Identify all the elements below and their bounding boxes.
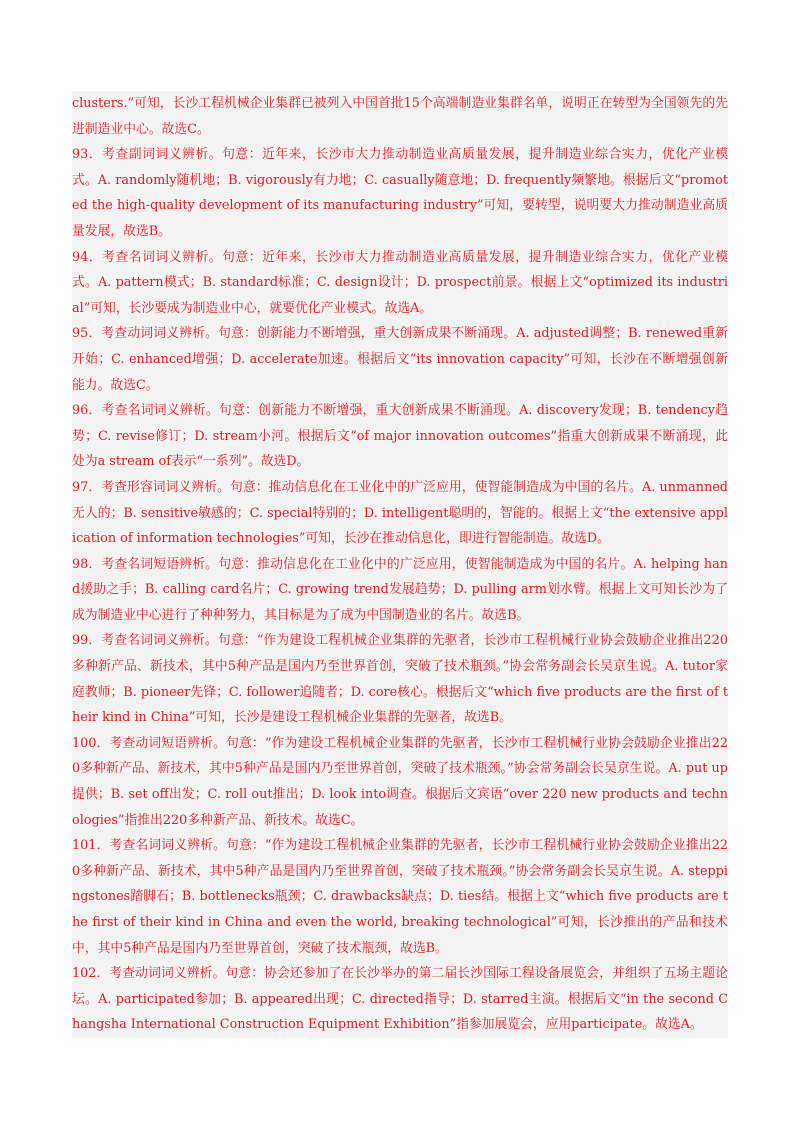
paragraph-95: 95．考查动词词义辨析。句意：创新能力不断增强，重大创新成果不断涌现。A. adjusted调整；B. renewed重新开始；C. enhanced增强；D. accelerate加速。根据后文“its innovation capacity”可知，长沙在不断增强创新能力。故选C。 [72, 326, 728, 393]
answer-explanations [72, 91, 728, 1038]
paragraph-97: 97．考查形容词词义辨析。句意：推动信息化在工业化中的广泛应用，使智能制造成为中国的名片。A. unmanned无人的；B. sensitive敏感的；C. special特别的；D. intelligent聪明的，智能的。根据上文“the extensive application of information technologies”可知，长沙在推动信息化，即进行智能制造。故选D。 [72, 479, 728, 547]
paragraph-92-continuation: clusters.”可知，长沙工程机械企业集群已被列入中国首批15个高端制造业集群名单，说明正在转型为全国领先的先进制造业中心。故选C。 [72, 96, 728, 137]
paragraph-93: 93．考查副词词义辨析。句意：近年来，长沙市大力推动制造业高质量发展，提升制造业综合实力，优化产业模式。A. randomly随机地；B. vigorously有力地；C. casually随意地；D. frequently频繁地。根据后文“promoted the high-quality development of its manufacturing industry”可知，要转型，说明要大力推动制造业高质量发展，故选B。 [72, 147, 728, 239]
paragraph-96: 96．考查名词词义辨析。句意：创新能力不断增强，重大创新成果不断涌现。A. discovery发现；B. tendency趋势；C. revise修订；D. stream小河。根据后文“of major innovation outcomes”指重大创新成果不断涌现，此处为a stream of表示“一系列”。故选D。 [72, 403, 728, 470]
paragraph-98: 98．考查名词短语辨析。句意：推动信息化在工业化中的广泛应用，使智能制造成为中国的名片。A. helping hand援助之手；B. calling card名片；C. growing trend发展趋势；D. pulling arm划水臂。根据上文可知长沙为了成为制造业中心进行了种种努力，其目标是为了成为中国制造业的名片。故选B。 [72, 556, 728, 623]
paragraph-102: 102．考查动词词义辨析。句意：协会还参加了在长沙举办的第二届长沙国际工程设备展览会，并组织了五场主题论坛。A. participated参加；B. appeared出现；C. directed指导；D. starred主演。根据后文“in the second Changsha International Construction Equipment Exhibition”指参加展览会，应用participate。故选A。 [72, 966, 728, 1033]
paragraph-100: 100．考查动词短语辨析。句意：“作为建设工程机械企业集群的先驱者，长沙市工程机械行业协会鼓励企业推出220多种新产品、新技术，其中5种产品是国内乃至世界首创，突破了技术瓶颈。”协会常务副会长吴京生说。A. put up提供；B. set off出发；C. roll out推出；D. look into调查。根据后文宾语“over 220 new products and technologies”指推出220多种新产品、新技术。故选C。 [72, 735, 728, 828]
paragraph-94: 94．考查名词词义辨析。句意：近年来，长沙市大力推动制造业高质量发展，提升制造业综合实力，优化产业模式。A. pattern模式；B. standard标准；C. design设计；D. prospect前景。根据上文“optimized its industrial”可知，长沙要成为制造业中心，就要优化产业模式。故选A。 [72, 249, 728, 316]
paragraph-101: 101．考查名词词义辨析。句意：“作为建设工程机械企业集群的先驱者，长沙市工程机械行业协会鼓励企业推出220多种新产品、新技术，其中5种产品是国内乃至世界首创，突破了技术瓶颈。”协会常务副会长吴京生说。A. steppingstones踏脚石；B. bottlenecks瓶颈；C. drawbacks缺点；D. ties结。根据上文“which five products are the first of their kind in China and even the world, breaking technological”可知，长沙推出的产品和技术中，其中5种产品是国内乃至世界首创，突破了技术瓶颈，故选B。 [72, 838, 728, 956]
paragraph-99: 99．考查名词词义辨析。句意：“作为建设工程机械企业集群的先驱者，长沙市工程机械行业协会鼓励企业推出220多种新产品、新技术，其中5种产品是国内乃至世界首创，突破了技术瓶颈。”协会常务副会长吴京生说。A. tutor家庭教师；B. pioneer先锋；C. follower追随者；D. core核心。根据后文“which five products are the first of their kind in China”可知，长沙是建设工程机械企业集群的先驱者，故选B。 [72, 633, 728, 726]
